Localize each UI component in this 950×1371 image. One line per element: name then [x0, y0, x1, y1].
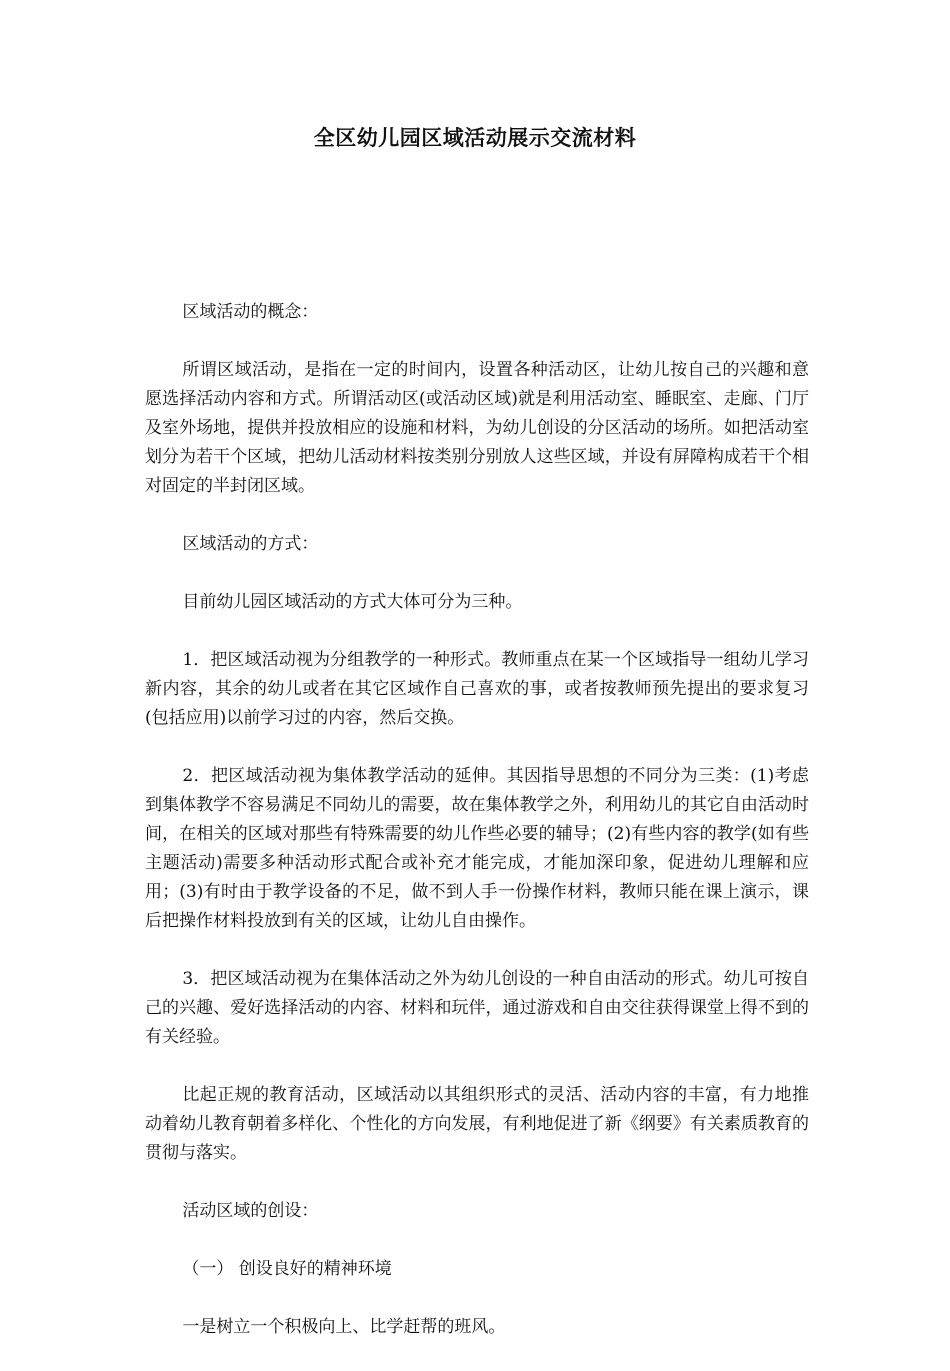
- paragraph-class-atmosphere: 一是树立一个积极向上、比学赶帮的班风。: [182, 1317, 506, 1337]
- paragraph-methods-intro: 目前幼儿园区域活动的方式大体可分为三种。: [182, 592, 523, 612]
- paragraph-comparison: 比起正规的教育活动，区域活动以其组织形式的灵活、活动内容的丰富，有力地推动着幼儿教育朝着多样化、个性化的方向发展，有利地促进了新《纲要》有关素质教育的贯彻与落实。: [145, 1085, 809, 1163]
- document-body: [145, 298, 809, 1371]
- paragraph-method-2: 2．把区域活动视为集体教学活动的延伸。其因指导思想的不同分为三类：(1)考虑到集体教学不容易满足不同幼儿的需要，故在集体教学之外，利用幼儿的其它自由活动时间，在相关的区域对那些有特殊需要的幼儿作些必要的辅导；(2)有些内容的教学(如有些主题活动)需要多种活动形式配合或补充才能完成，才能加深印象，促进幼儿理解和应用；(3)有时由于教学设备的不足，做不到人手一份操作材料，教师只能在课上演示，课后把操作材料投放到有关的区域，让幼儿自由操作。: [145, 766, 809, 931]
- section-heading-creation: 活动区域的创设：: [182, 1201, 319, 1221]
- paragraph-method-1: 1．把区域活动视为分组教学的一种形式。教师重点在某一个区域指导一组幼儿学习新内容，其余的幼儿或者在其它区域作自己喜欢的事，或者按教师预先提出的要求复习(包括应用)以前学习过的内容，然后交换。: [145, 650, 809, 728]
- paragraph-method-3: 3．把区域活动视为在集体活动之外为幼儿创设的一种自由活动的形式。幼儿可按自己的兴趣、爱好选择活动的内容、材料和玩伴，通过游戏和自由交往获得课堂上得不到的有关经验。: [145, 969, 809, 1047]
- section-heading-methods: 区域活动的方式：: [182, 534, 319, 554]
- subsection-heading-spirit: （一） 创设良好的精神环境: [182, 1259, 392, 1279]
- paragraph-concept-definition: 所谓区域活动，是指在一定的时间内，设置各种活动区，让幼儿按自己的兴趣和意愿选择活动内容和方式。所谓活动区(或活动区域)就是利用活动室、睡眠室、走廊、门厅及室外场地，提供并投放相应的设施和材料，为幼儿创设的分区活动的场所。如把活动室划分为若干个区域，把幼儿活动材料按类别分别放人这些区域，并设有屏障构成若干个相对固定的半封闭区域。: [145, 360, 809, 496]
- document-title: 全区幼儿园区域活动展示交流材料: [313, 126, 637, 150]
- section-heading-concept: 区域活动的概念：: [182, 302, 319, 322]
